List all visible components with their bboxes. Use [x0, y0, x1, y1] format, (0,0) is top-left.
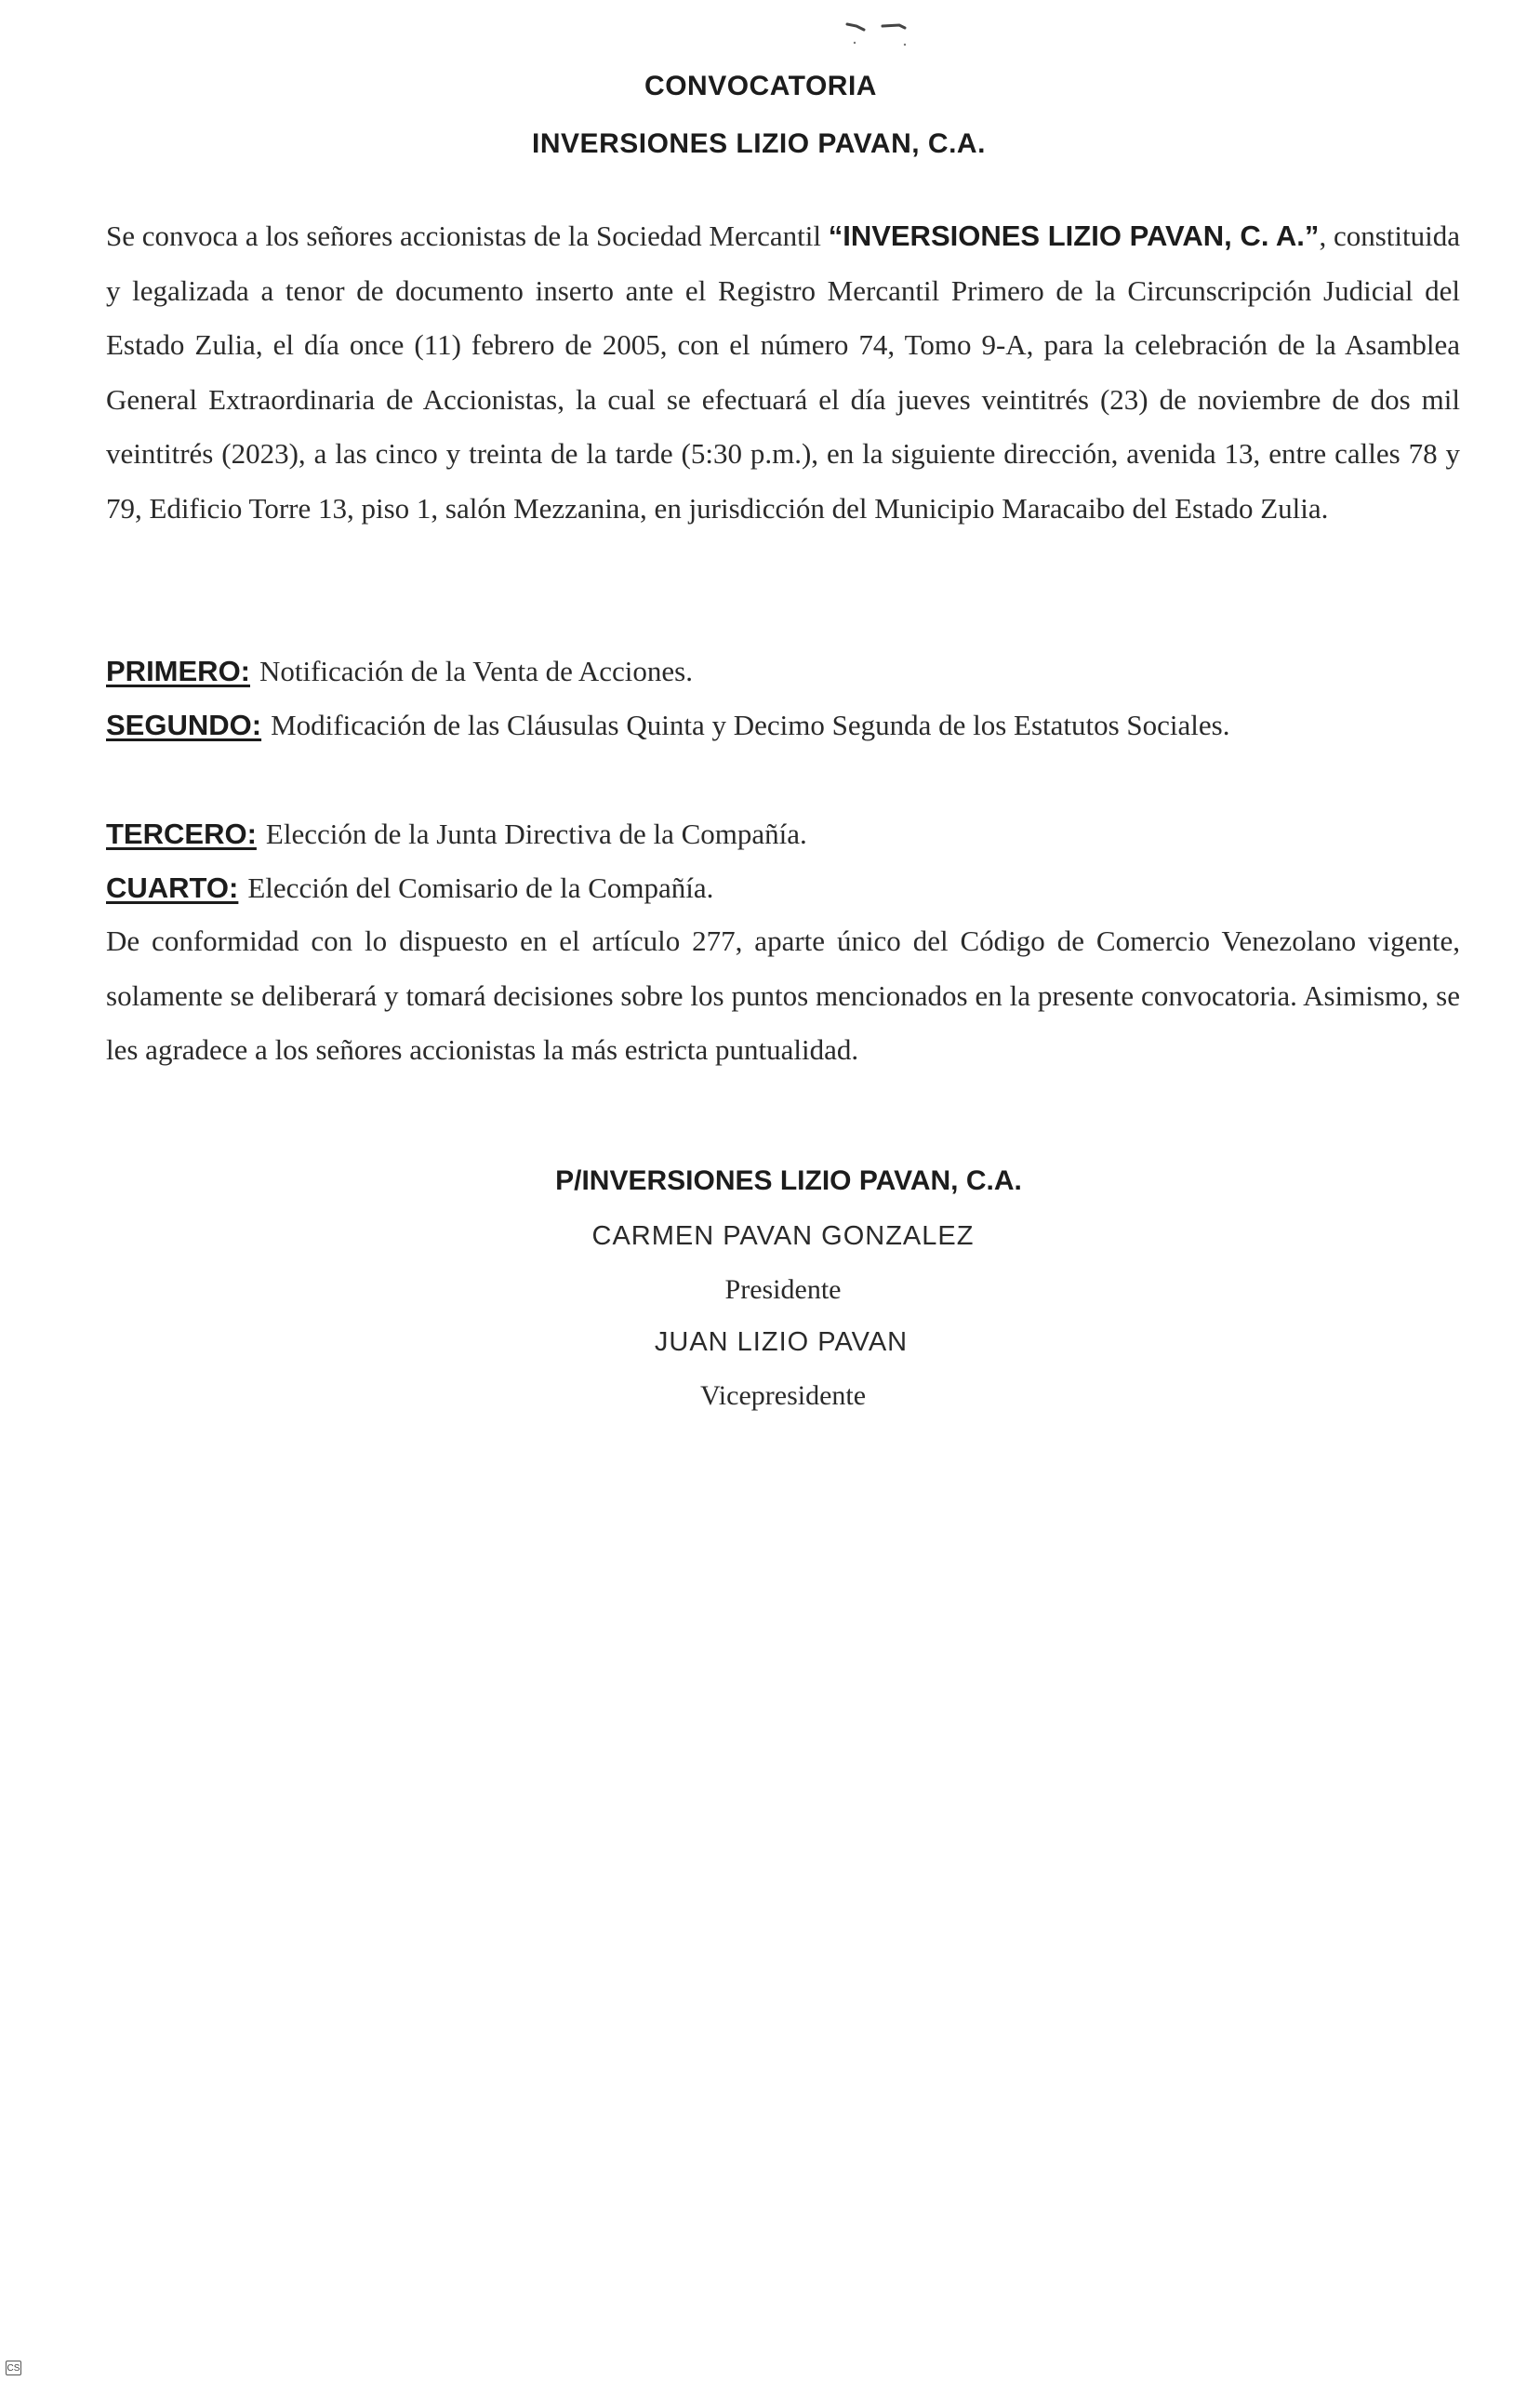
intro-lead: Se convoca a los señores accionistas de la Sociedad Mercantil	[106, 219, 829, 252]
document-title: CONVOCATORIA	[644, 71, 877, 101]
agenda-text: Elección de la Junta Directiva de la Compañía.	[265, 818, 807, 850]
signature-company: P/INVERSIONES LIZIO PAVAN, C.A.	[555, 1165, 1022, 1196]
agenda-item-segundo	[106, 698, 1460, 753]
company-heading: INVERSIONES LIZIO PAVAN, C.A.	[532, 128, 986, 159]
agenda-item-tercero	[106, 807, 1460, 862]
signatory-role-vicepresident: Vicepresidente	[699, 1380, 867, 1411]
closing-paragraph: De conformidad con lo dispuesto en el artículo 277, aparte único del Código de Comercio Venezolano vigente, solamente se deliberará y tomará decisiones sobre los puntos mencionados en la presente convocatoria. Asimismo, se les agradece a los señores accionistas la más estricta puntualidad.	[106, 924, 1460, 1066]
scanner-watermark	[6, 2361, 61, 2377]
agenda-label: CUARTO:	[106, 871, 239, 904]
agenda-label: SEGUNDO:	[106, 709, 262, 741]
camscanner-logo-icon: CS	[6, 2361, 21, 2375]
signatory-name-vicepresident: JUAN LIZIO PAVAN	[654, 1327, 909, 1357]
signatory-role-president: Presidente	[724, 1274, 842, 1305]
intro-rest: , constituida y legalizada a tenor de documento inserto ante el Registro Mercantil Primero de la Circunscripción Judicial del Estado Zulia, el día once (11) febrero de 2005, con el número 74, Tomo 9-A, para la celebración de la Asamblea General Extraordinaria de Accionistas, la cual se efectuará el día jueves veintitrés (23) de noviembre de dos mil veintitrés (2023), a las cinco y treinta de la tarde (5:30 p.m.), en la siguiente dirección, avenida 13, entre calles 78 y 79, Edificio Torre 13, piso 1, salón Mezzanina, en jurisdicción del Municipio Maracaibo del Estado Zulia.	[106, 219, 1460, 525]
agenda-text: Notificación de la Venta de Acciones.	[259, 655, 693, 687]
signatory-name-president: CARMEN PAVAN GONZALEZ	[591, 1221, 975, 1251]
agenda-item-primero	[106, 645, 1460, 699]
agenda-item-cuarto	[106, 861, 1460, 916]
agenda-label: TERCERO:	[106, 818, 257, 850]
agenda-text: Elección del Comisario de la Compañía.	[247, 871, 714, 904]
intro-company-name: “INVERSIONES LIZIO PAVAN, C. A.”	[828, 219, 1320, 252]
agenda-label: PRIMERO:	[106, 655, 250, 687]
intro-paragraph	[106, 209, 1460, 536]
pen-mark-icon	[842, 17, 953, 54]
agenda-text: Modificación de las Cláusulas Quinta y Decimo Segunda de los Estatutos Sociales.	[271, 709, 1230, 741]
